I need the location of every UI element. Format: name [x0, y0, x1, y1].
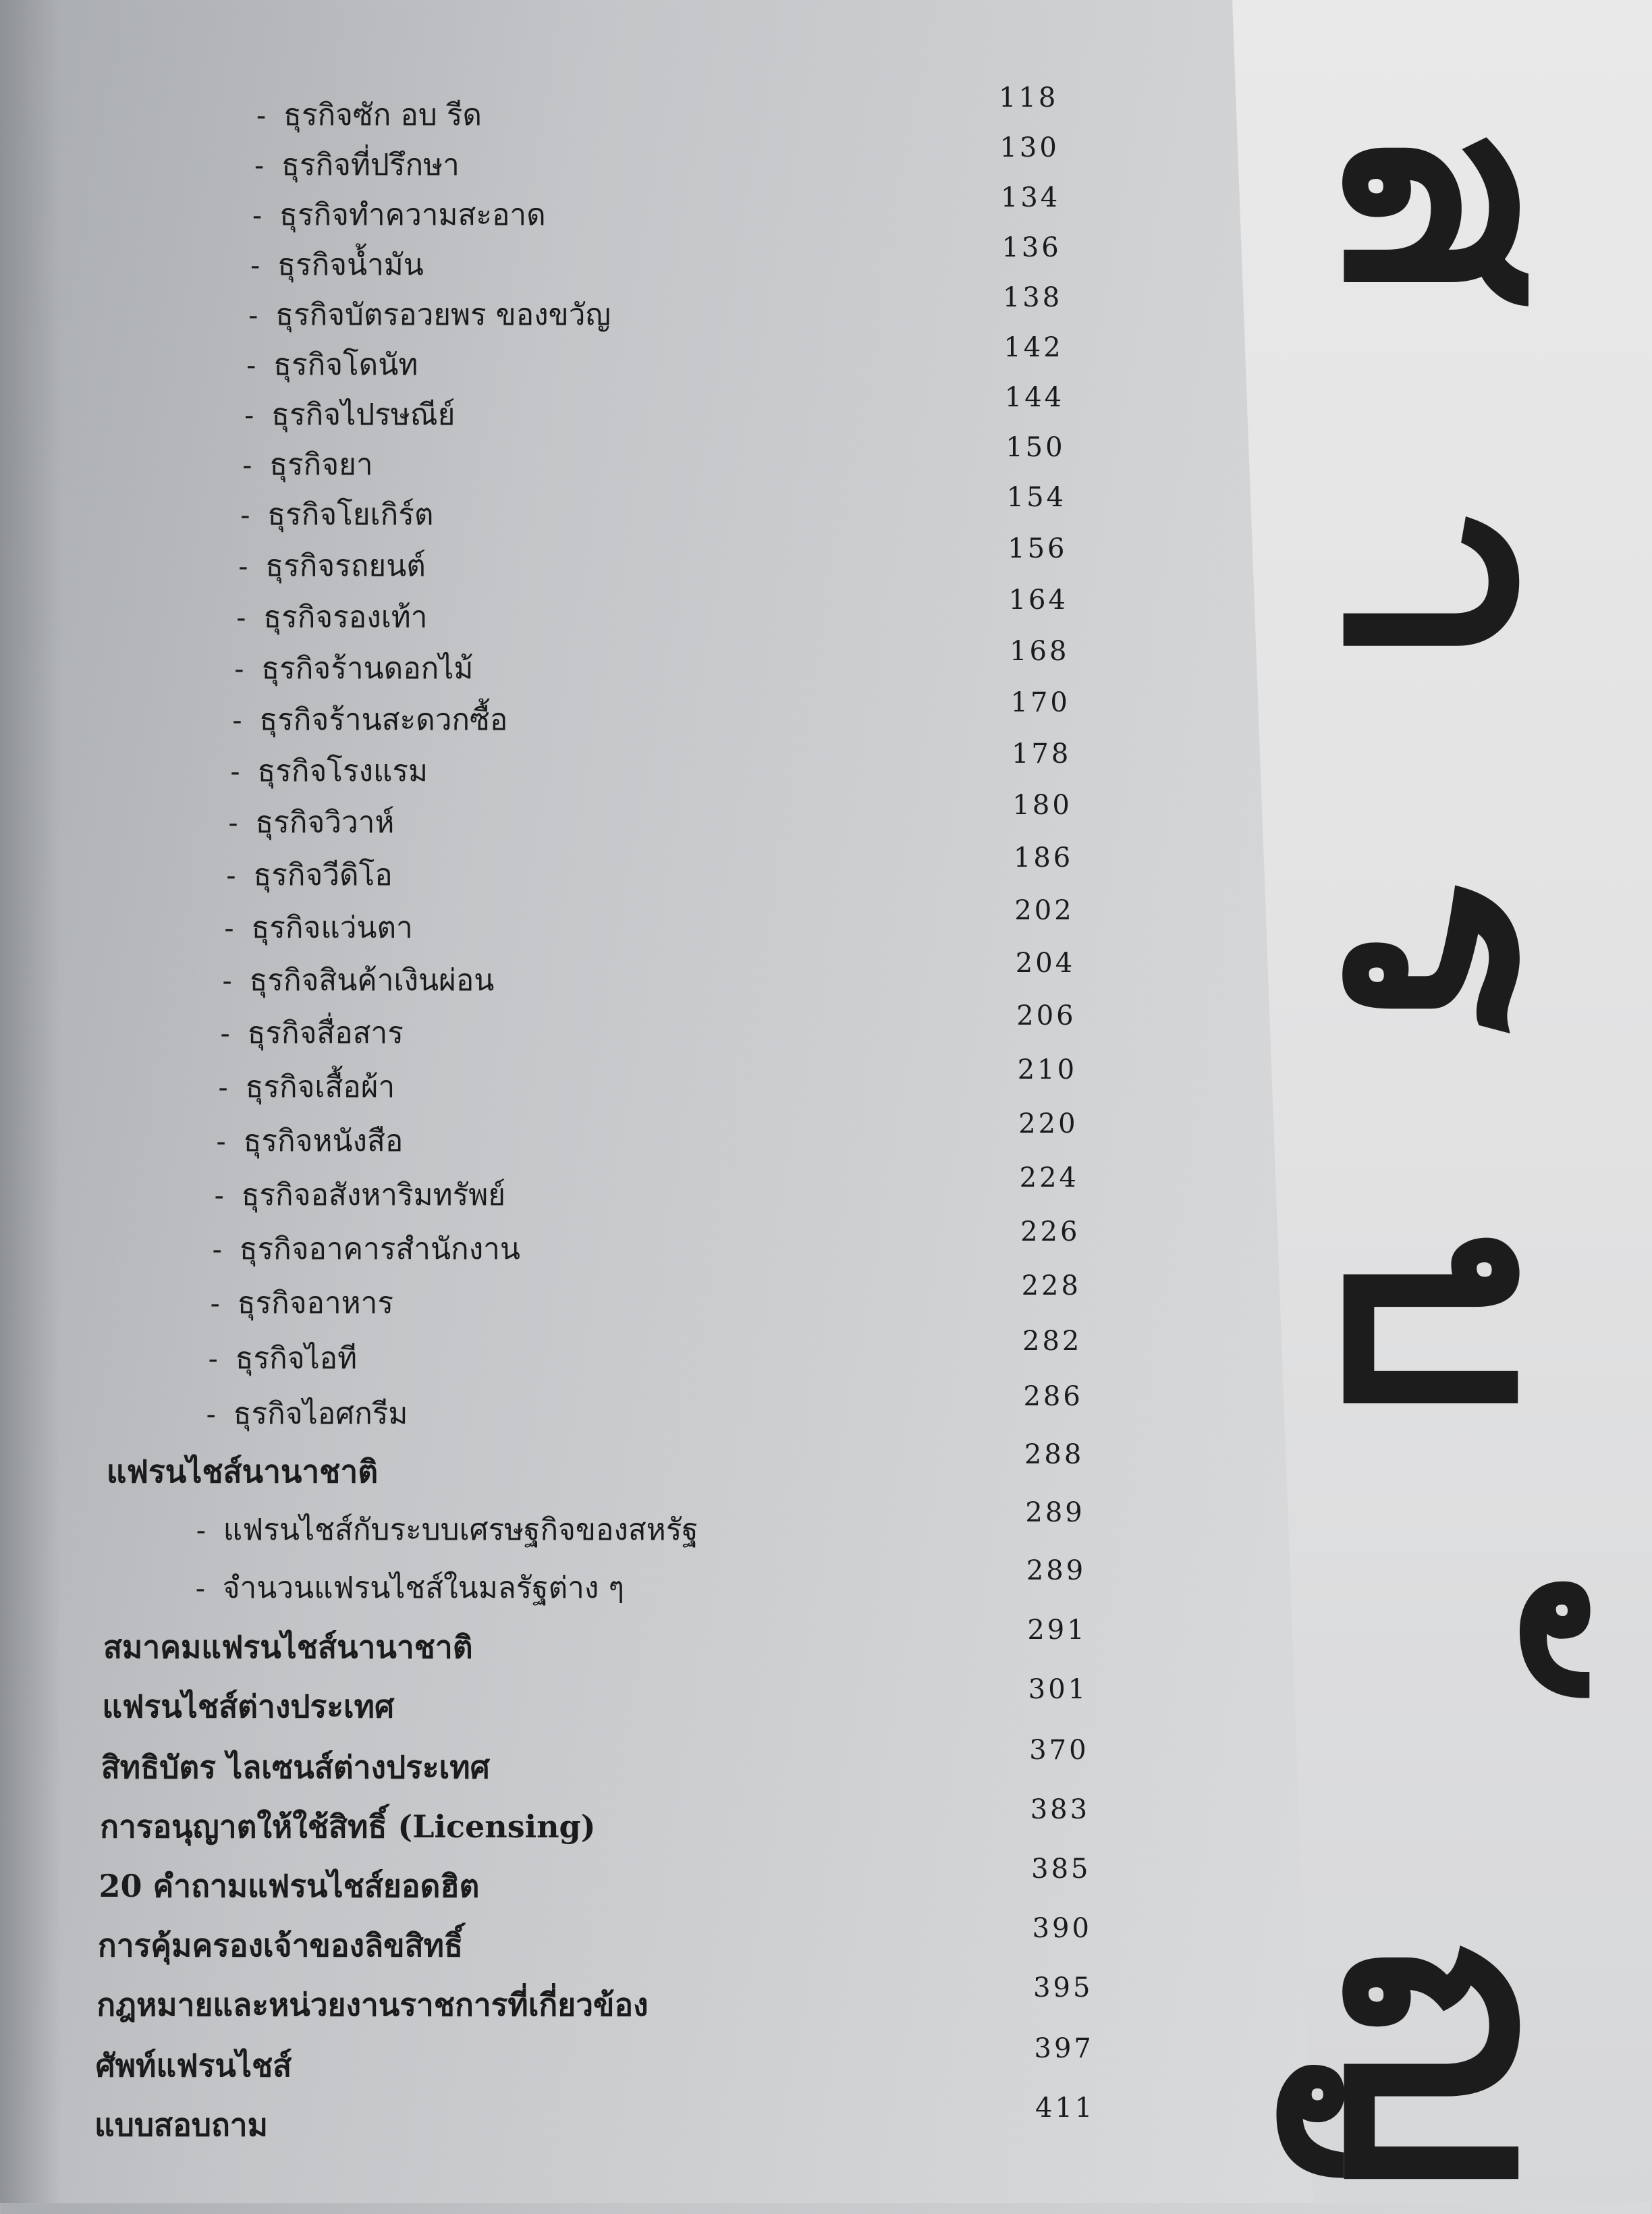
toc-entry	[209, 1338, 357, 1378]
side-heading-character: ญ	[1278, 1939, 1624, 2192]
toc-entry-page-number: 180	[1012, 790, 1072, 821]
toc-entry-page-number: 164	[1008, 585, 1068, 616]
toc-entry	[224, 907, 412, 948]
toc-entry-dash: -	[240, 497, 250, 531]
toc-entry-dash: -	[208, 1341, 218, 1375]
side-heading-character: ส	[1278, 125, 1624, 307]
toc-entry-dash: -	[222, 963, 232, 997]
toc-entry-dash: -	[244, 398, 254, 431]
toc-entry-title: ธุรกิจซัก อบ รีด	[283, 98, 482, 132]
toc-entry-title: ธุรกิจไอที	[235, 1341, 358, 1376]
toc-entry-dash: -	[218, 1070, 228, 1104]
toc-entry-dash: -	[216, 1124, 226, 1158]
toc-entry	[232, 699, 507, 740]
toc-entry-page-number: 168	[1010, 636, 1070, 667]
toc-entry	[228, 802, 394, 842]
toc-entry-title: ธุรกิจเสื้อผ้า	[245, 1070, 395, 1104]
toc-entry-page-number: 156	[1008, 533, 1068, 564]
toc-entry-page-number: 206	[1016, 1000, 1076, 1031]
toc-entry-title: การคุ้มครองเจ้าของลิขสิทธิ์	[97, 1926, 464, 1964]
toc-entry-dash: -	[210, 1286, 220, 1320]
toc-entry-page-number: 397	[1034, 2033, 1094, 2064]
toc-entry-title: แบบสอบถาม	[94, 2106, 268, 2143]
toc-entry	[213, 1228, 520, 1269]
toc-entry-title: ธุรกิจบัตรอวยพร ของขวัญ	[275, 298, 611, 332]
toc-entry	[94, 2105, 268, 2145]
toc-entry-title: แฟรนไชส์นานาชาติ	[106, 1453, 379, 1490]
toc-entry-dash: -	[195, 1571, 205, 1604]
toc-entry	[99, 1866, 479, 1906]
toc-entry-title: ธุรกิจวิวาห์	[255, 805, 395, 840]
toc-entry	[248, 294, 611, 335]
toc-entry	[211, 1282, 393, 1323]
toc-entry-page-number: 186	[1013, 842, 1074, 873]
toc-entry-page-number: 204	[1015, 948, 1076, 979]
toc-entry-title: ธุรกิจหนังสือ	[243, 1124, 404, 1158]
toc-entry-page-number: 228	[1021, 1270, 1081, 1301]
toc-entry-dash: -	[234, 651, 244, 685]
toc-entry-page-number: 291	[1027, 1615, 1087, 1646]
toc-entry-dash: -	[238, 549, 248, 583]
toc-entry-title: ธุรกิจร้านดอกไม้	[261, 651, 474, 686]
toc-entry-dash: -	[214, 1178, 224, 1212]
toc-entry-page-number: 210	[1017, 1054, 1078, 1085]
toc-entry	[222, 960, 494, 1000]
toc-entry-dash: -	[232, 703, 242, 736]
toc-entry-page-number: 142	[1003, 332, 1064, 363]
toc-entry	[103, 1627, 473, 1667]
toc-entry-page-number: 224	[1019, 1162, 1079, 1193]
toc-entry-title: ธุรกิจโดนัท	[273, 348, 418, 382]
toc-entry-title: ธุรกิจรองเท้า	[263, 600, 428, 634]
side-heading-character: ร	[1277, 875, 1624, 1036]
toc-entry-title: ธุรกิจไอศกรีม	[233, 1397, 408, 1431]
toc-entry-dash: -	[212, 1232, 222, 1266]
side-heading-character: า	[1277, 502, 1624, 670]
toc-entry-title: สิทธิบัตร ไลเซนส์ต่างประเทศ	[101, 1748, 490, 1785]
toc-entry-page-number: 136	[1001, 232, 1062, 263]
toc-entry-page-number: 178	[1011, 738, 1072, 770]
toc-entry	[206, 1393, 408, 1434]
toc-entry-page-number: 220	[1018, 1108, 1078, 1139]
toc-entry	[250, 244, 424, 285]
toc-entry-page-number: 150	[1006, 432, 1066, 463]
toc-entry	[215, 1174, 505, 1215]
toc-entry-page-number: 202	[1014, 895, 1074, 926]
toc-entry	[244, 394, 455, 435]
toc-entry-page-number: 411	[1035, 2092, 1095, 2124]
toc-entry-title: ธุรกิจไปรษณีย์	[271, 398, 456, 432]
toc-entry	[196, 1567, 624, 1608]
toc-entry-dash: -	[242, 448, 252, 481]
toc-entry-dash: -	[236, 600, 246, 634]
toc-entry	[238, 545, 426, 586]
toc-entry-title: ธุรกิจวีดิโอ	[253, 858, 393, 892]
toc-entry-title: ธุรกิจอสังหาริมทรัพย์	[241, 1178, 506, 1212]
toc-entry	[100, 1806, 595, 1847]
toc-entry-dash: -	[250, 248, 260, 281]
toc-entry-page-number: 289	[1025, 1497, 1085, 1528]
toc-entry-title: ศัพท์แฟรนไชส์	[95, 2047, 292, 2084]
toc-entry-dash: -	[196, 1513, 206, 1546]
toc-entry-title: ธุรกิจรถยนต์	[265, 549, 426, 583]
toc-entry	[96, 2045, 292, 2086]
toc-entry	[252, 194, 546, 235]
toc-entry-title: การอนุญาตให้ใช้สิทธิ์ (Licensing)	[100, 1808, 596, 1845]
toc-entry-dash: -	[206, 1397, 216, 1430]
toc-entry-page-number: 390	[1032, 1913, 1092, 1944]
toc-entry-title: 20 คำถามแฟรนไชส์ยอดฮิต	[99, 1867, 480, 1904]
toc-entry-dash: -	[246, 348, 256, 381]
toc-entry-title: จำนวนแฟรนไชส์ในมลรัฐต่าง ๆ	[222, 1571, 624, 1605]
toc-entry-page-number: 385	[1031, 1854, 1091, 1885]
toc-entry-page-number: 370	[1029, 1735, 1089, 1766]
toc-entry-page-number: 118	[999, 82, 1059, 113]
toc-entry	[254, 144, 460, 185]
toc-entry	[101, 1747, 490, 1787]
toc-entry-dash: -	[226, 858, 236, 892]
toc-entry-dash: -	[256, 98, 267, 132]
toc-entry-dash: -	[228, 805, 238, 839]
toc-entry-title: แฟรนไชส์กับระบบเศรษฐกิจของสหรัฐ	[223, 1513, 698, 1547]
toc-entry	[107, 1451, 378, 1492]
toc-entry	[236, 597, 427, 637]
toc-entry-title: สมาคมแฟรนไชส์นานาชาติ	[103, 1628, 473, 1665]
toc-entry	[97, 1985, 648, 2025]
side-heading	[1277, 68, 1624, 2214]
toc-entry	[240, 494, 433, 535]
toc-entry-title: ธุรกิจทำความสะอาด	[279, 198, 546, 232]
toc-entry-page-number: 170	[1010, 687, 1070, 718]
toc-entry-dash: -	[230, 754, 240, 788]
toc-entry	[246, 344, 418, 385]
toc-entry-title: ธุรกิจยา	[269, 448, 373, 482]
toc-entry-title: ธุรกิจโยเกิร์ต	[267, 497, 434, 532]
toc-entry-page-number: 134	[1000, 182, 1061, 213]
toc-entry-page-number: 154	[1006, 482, 1067, 513]
toc-entry-page-number: 301	[1028, 1674, 1089, 1705]
toc-entry	[234, 648, 473, 688]
toc-entry-dash: -	[224, 911, 234, 944]
toc-entry-page-number: 288	[1024, 1439, 1084, 1470]
toc-entry	[242, 444, 373, 485]
toc-entry-title: ธุรกิจโรงแรม	[257, 754, 428, 788]
toc-entry-page-number: 138	[1002, 282, 1063, 313]
toc-entry-page-number: 130	[999, 132, 1059, 163]
toc-entry-title: กฎหมายและหน่วยงานราชการที่เกี่ยวข้อง	[97, 1986, 649, 2023]
toc-entry	[220, 1013, 403, 1053]
toc-entry-title: ธุรกิจสินค้าเงินผ่อน	[249, 963, 495, 998]
toc-entry-page-number: 286	[1023, 1381, 1083, 1412]
toc-entry-page-number: 289	[1026, 1555, 1086, 1586]
toc-entry-title: ธุรกิจที่ปรึกษา	[281, 148, 460, 182]
toc-entry-title: แฟรนไชส์ต่างประเทศ	[102, 1688, 395, 1725]
toc-entry-page-number: 144	[1004, 382, 1065, 413]
toc-entry-title: ธุรกิจสื่อสาร	[247, 1016, 404, 1050]
toc-entry-title: ธุรกิจร้านสะดวกซื้อ	[259, 703, 508, 737]
side-heading-character: บ	[1277, 1231, 1624, 1420]
toc-entry-dash: -	[220, 1016, 230, 1050]
toc-entry-title: ธุรกิจอาหาร	[237, 1286, 393, 1320]
toc-entry-page-number: 226	[1020, 1216, 1080, 1247]
toc-entry	[230, 751, 428, 791]
toc-entry-page-number: 395	[1033, 1972, 1093, 2003]
toc-entry-title: ธุรกิจน้ำมัน	[277, 248, 424, 282]
toc-entry	[217, 1120, 404, 1161]
toc-entry-page-number: 282	[1022, 1326, 1082, 1357]
toc-entry	[256, 94, 482, 135]
toc-entry-dash: -	[248, 298, 258, 331]
toc-entry	[219, 1066, 395, 1107]
toc-entry	[226, 855, 392, 895]
toc-entry-dash: -	[252, 198, 263, 232]
toc-entry-page-number: 383	[1030, 1794, 1091, 1825]
toc-entry	[98, 1925, 463, 1966]
toc-entry	[196, 1509, 698, 1550]
toc-entry	[102, 1686, 394, 1727]
toc-entry-dash: -	[254, 148, 265, 182]
toc-entry-title: ธุรกิจแว่นตา	[251, 911, 413, 945]
toc-entry-title: ธุรกิจอาคารสำนักงาน	[239, 1232, 520, 1266]
